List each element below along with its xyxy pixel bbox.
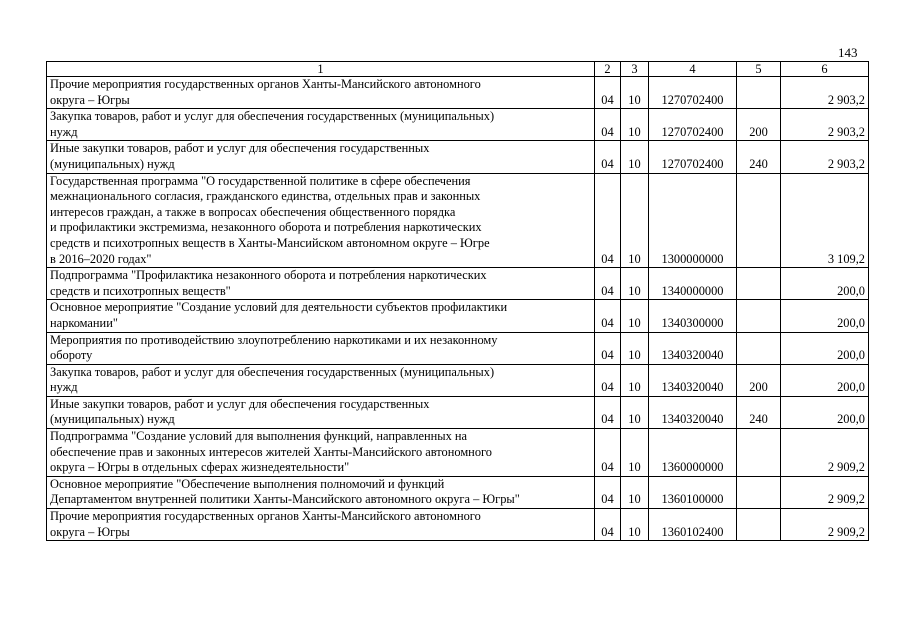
row-amount: 2 909,2	[781, 429, 869, 477]
row-target-article: 1360102400	[649, 509, 737, 541]
column-header-amount: 6	[781, 62, 869, 77]
row-subsection: 10	[621, 141, 649, 173]
row-expense-type	[737, 300, 781, 332]
row-section: 04	[595, 109, 621, 141]
row-name: Прочие мероприятия государственных органов Ханты-Мансийского автономного округа – Югры	[47, 509, 595, 541]
row-expense-type: 200	[737, 109, 781, 141]
row-section: 04	[595, 364, 621, 396]
row-amount: 3 109,2	[781, 173, 869, 268]
row-section: 04	[595, 509, 621, 541]
row-target-article: 1270702400	[649, 77, 737, 109]
column-header-name: 1	[47, 62, 595, 77]
row-amount: 2 903,2	[781, 109, 869, 141]
row-section: 04	[595, 77, 621, 109]
row-section: 04	[595, 429, 621, 477]
row-name: Иные закупки товаров, работ и услуг для обеспечения государственных (муниципальных) нужд	[47, 141, 595, 173]
table-row	[47, 429, 869, 477]
page-number: 143	[838, 45, 858, 60]
row-subsection: 10	[621, 268, 649, 300]
row-subsection: 10	[621, 109, 649, 141]
row-target-article: 1340000000	[649, 268, 737, 300]
row-name: Мероприятия по противодействию злоупотреблению наркотиками и их незаконному обороту	[47, 332, 595, 364]
row-name: Закупка товаров, работ и услуг для обеспечения государственных (муниципальных) нужд	[47, 364, 595, 396]
row-target-article: 1340320040	[649, 396, 737, 428]
table-row	[47, 476, 869, 508]
row-name: Основное мероприятие "Создание условий для деятельности субъектов профилактики наркомании"	[47, 300, 595, 332]
row-amount: 200,0	[781, 332, 869, 364]
row-amount: 2 903,2	[781, 77, 869, 109]
column-header-target-article: 4	[649, 62, 737, 77]
row-subsection: 10	[621, 77, 649, 109]
row-section: 04	[595, 268, 621, 300]
row-section: 04	[595, 396, 621, 428]
row-section: 04	[595, 300, 621, 332]
table-row	[47, 396, 869, 428]
row-expense-type: 240	[737, 141, 781, 173]
table-row	[47, 364, 869, 396]
row-section: 04	[595, 476, 621, 508]
row-name: Закупка товаров, работ и услуг для обеспечения государственных (муниципальных) нужд	[47, 109, 595, 141]
row-target-article: 1360000000	[649, 429, 737, 477]
row-subsection: 10	[621, 396, 649, 428]
table-header-row	[47, 62, 869, 77]
table-row	[47, 77, 869, 109]
row-target-article: 1360100000	[649, 476, 737, 508]
row-section: 04	[595, 141, 621, 173]
row-expense-type	[737, 509, 781, 541]
row-target-article: 1270702400	[649, 141, 737, 173]
row-subsection: 10	[621, 364, 649, 396]
row-section: 04	[595, 173, 621, 268]
row-expense-type: 200	[737, 364, 781, 396]
row-target-article: 1300000000	[649, 173, 737, 268]
column-header-subsection: 3	[621, 62, 649, 77]
row-subsection: 10	[621, 509, 649, 541]
row-amount: 2 909,2	[781, 476, 869, 508]
row-subsection: 10	[621, 429, 649, 477]
table-row	[47, 109, 869, 141]
row-subsection: 10	[621, 300, 649, 332]
table-row	[47, 268, 869, 300]
row-amount: 2 909,2	[781, 509, 869, 541]
row-name: Подпрограмма "Профилактика незаконного оборота и потребления наркотических средств и психотропных веществ"	[47, 268, 595, 300]
row-subsection: 10	[621, 173, 649, 268]
table-row	[47, 141, 869, 173]
row-name: Прочие мероприятия государственных органов Ханты-Мансийского автономного округа – Югры	[47, 77, 595, 109]
row-expense-type	[737, 268, 781, 300]
table-row	[47, 509, 869, 541]
row-expense-type: 240	[737, 396, 781, 428]
row-expense-type	[737, 332, 781, 364]
budget-table	[46, 61, 869, 541]
row-amount: 200,0	[781, 300, 869, 332]
row-section: 04	[595, 332, 621, 364]
row-amount: 200,0	[781, 396, 869, 428]
row-target-article: 1340300000	[649, 300, 737, 332]
row-name: Подпрограмма "Создание условий для выполнения функций, направленных на обеспечение прав и законных интересов жителей Ханты-Мансийского автономного округа – Югры в отдельных сферах жизнедеятельности"	[47, 429, 595, 477]
row-expense-type	[737, 173, 781, 268]
row-name: Иные закупки товаров, работ и услуг для обеспечения государственных (муниципальных) нужд	[47, 396, 595, 428]
row-amount: 2 903,2	[781, 141, 869, 173]
column-header-expense-type: 5	[737, 62, 781, 77]
row-subsection: 10	[621, 476, 649, 508]
row-expense-type	[737, 77, 781, 109]
row-name: Основное мероприятие "Обеспечение выполнения полномочий и функций Департаментом внутренней политики Ханты-Мансийского автономного округа – Югры"	[47, 476, 595, 508]
row-target-article: 1340320040	[649, 364, 737, 396]
table-row	[47, 300, 869, 332]
row-expense-type	[737, 429, 781, 477]
row-target-article: 1340320040	[649, 332, 737, 364]
row-amount: 200,0	[781, 268, 869, 300]
row-expense-type	[737, 476, 781, 508]
row-subsection: 10	[621, 332, 649, 364]
row-amount: 200,0	[781, 364, 869, 396]
row-target-article: 1270702400	[649, 109, 737, 141]
column-header-section: 2	[595, 62, 621, 77]
table-row	[47, 332, 869, 364]
table-row	[47, 173, 869, 268]
row-name: Государственная программа "О государственной политике в сфере обеспечения межнационального согласия, гражданского единства, отдельных прав и законных интересов граждан, а также в вопросах обеспечения общественного порядка и профилактики экстремизма, незаконного оборота и потребления наркотических средств и психотропных веществ в Ханты-Мансийском автономном округе – Югре в 2016–2020 годах"	[47, 173, 595, 268]
